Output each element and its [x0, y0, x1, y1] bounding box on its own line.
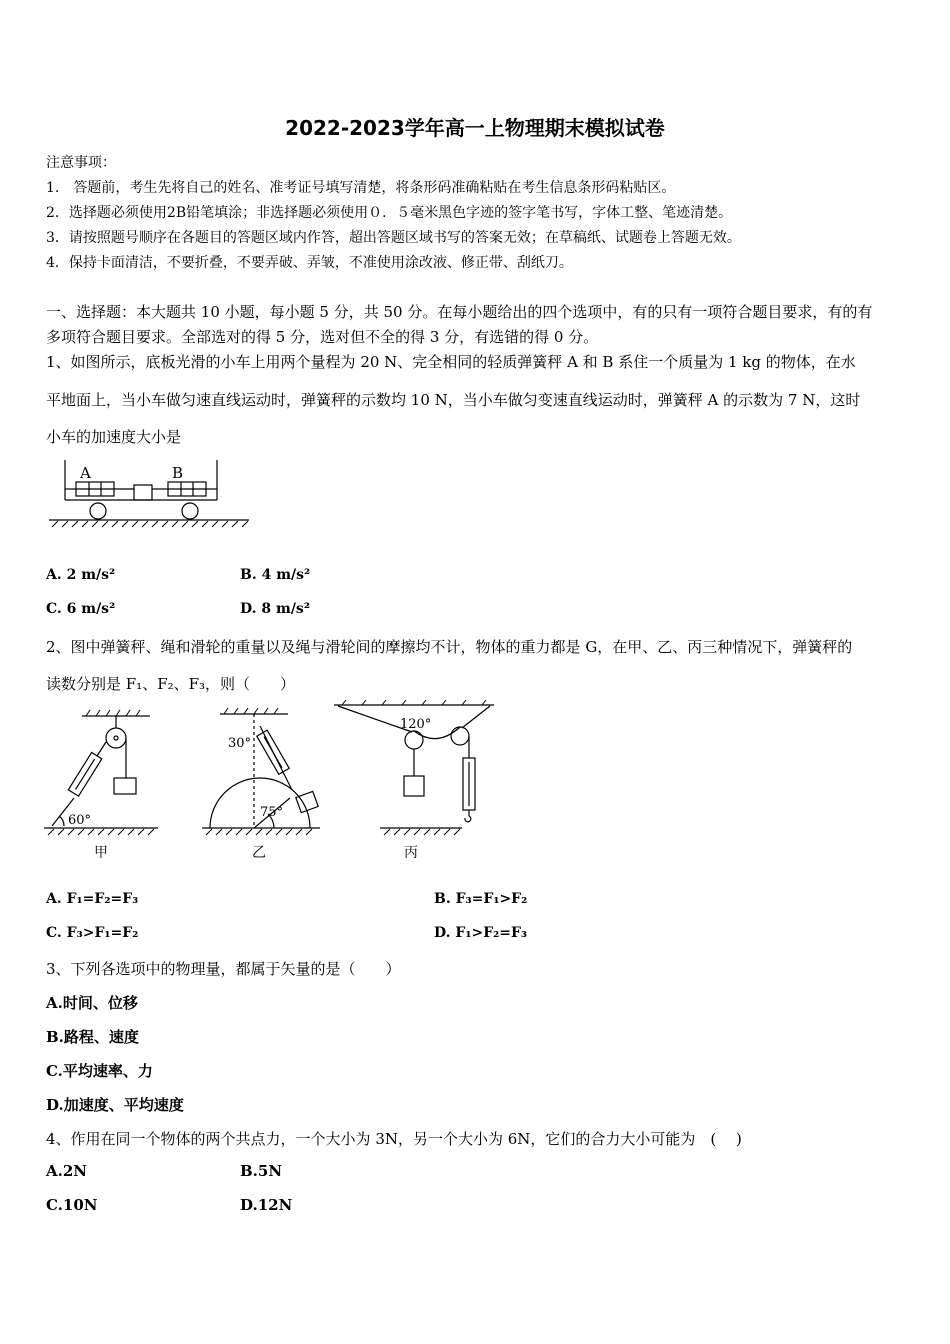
spring-label-a: A — [80, 464, 91, 482]
question-3-option-d[interactable]: D.加速度、平均速度 — [46, 1096, 184, 1114]
question-1-option-b[interactable]: B. 4 m/s² — [240, 567, 311, 583]
question-4-option-c[interactable]: C.10N — [46, 1196, 98, 1214]
angle-label-bing: 120° — [400, 717, 432, 732]
question-3-option-b[interactable]: B.路程、速度 — [46, 1028, 139, 1046]
question-3-option-c[interactable]: C.平均速率、力 — [46, 1062, 153, 1080]
angle-label-yi-bottom: 75° — [260, 805, 284, 820]
caption-yi: 乙 — [252, 845, 266, 861]
notice-item: 2．选择题必须使用2B铅笔填涂；非选择题必须使用０．５毫米黑色字迹的签字笔书写，字体工整、笔迹清楚。 — [46, 205, 733, 221]
notice-item: 3．请按照题号顺序在各题目的答题区域内作答，超出答题区域书写的答案无效；在草稿纸、试题卷上答题无效。 — [46, 230, 741, 246]
question-2-stem: 读数分别是 F₁、F₂、F₃，则（ ） — [46, 675, 296, 693]
question-1-option-a[interactable]: A. 2 m/s² — [46, 567, 116, 583]
question-3-stem: 3、下列各选项中的物理量，都属于矢量的是（ ） — [46, 960, 401, 978]
question-2-option-a[interactable]: A. F₁=F₂=F₃ — [46, 891, 139, 907]
question-1-option-d[interactable]: D. 8 m/s² — [240, 601, 310, 617]
question-1-stem: 1、如图所示，底板光滑的小车上用两个量程为 20 N、完全相同的轻质弹簧秤 A 和 B 系住一个质量为 1 kg 的物体，在水 — [46, 353, 856, 371]
page-title: 2022-2023学年高一上物理期末模拟试卷 — [285, 116, 665, 140]
angle-label-jia: 60° — [68, 813, 92, 828]
question-1-stem: 小车的加速度大小是 — [46, 428, 182, 446]
question-2-option-b[interactable]: B. F₃=F₁>F₂ — [434, 891, 528, 907]
question-2-option-c[interactable]: C. F₃>F₁=F₂ — [46, 925, 139, 941]
caption-bing: 丙 — [404, 845, 418, 861]
notice-heading: 注意事项： — [46, 155, 116, 171]
cart-figure — [46, 458, 252, 530]
question-4-stem: 4、作用在同一个物体的两个共点力，一个大小为 3N，另一个大小为 6N，它们的合力大小可能为 ( ) — [46, 1130, 742, 1148]
question-2-stem: 2、图中弹簧秤、绳和滑轮的重量以及绳与滑轮间的摩擦均不计，物体的重力都是 G，在甲、乙、丙三种情况下，弹簧秤的 — [46, 638, 853, 656]
spring-scale-figure — [42, 700, 497, 865]
section-instruction: 多项符合题目要求。全部选对的得 5 分，选对但不全的得 3 分，有选错的得 0 分。 — [46, 328, 599, 346]
section-instruction: 一、选择题：本大题共 10 小题，每小题 5 分，共 50 分。在每小题给出的四个选项中，有的只有一项符合题目要求，有的有 — [46, 303, 873, 321]
question-4-option-a[interactable]: A.2N — [46, 1162, 88, 1180]
notice-item: 1. 答题前，考生先将自己的姓名、准考证号填写清楚，将条形码准确粘贴在考生信息条形码粘贴区。 — [46, 180, 676, 196]
question-1-option-c[interactable]: C. 6 m/s² — [46, 601, 116, 617]
notice-item: 4．保持卡面清洁，不要折叠，不要弄破、弄皱，不准使用涂改液、修正带、刮纸刀。 — [46, 255, 573, 271]
question-1-stem: 平地面上，当小车做匀速直线运动时，弹簧秤的示数均 10 N，当小车做匀变速直线运动时，弹簧秤 A 的示数为 7 N，这时 — [46, 391, 861, 409]
question-4-option-d[interactable]: D.12N — [240, 1196, 293, 1214]
question-2-option-d[interactable]: D. F₁>F₂=F₃ — [434, 925, 528, 941]
question-4-option-b[interactable]: B.5N — [240, 1162, 283, 1180]
spring-label-b: B — [172, 464, 184, 482]
angle-label-yi-top: 30° — [228, 736, 252, 751]
caption-jia: 甲 — [94, 845, 108, 861]
question-3-option-a[interactable]: A.时间、位移 — [46, 994, 138, 1012]
